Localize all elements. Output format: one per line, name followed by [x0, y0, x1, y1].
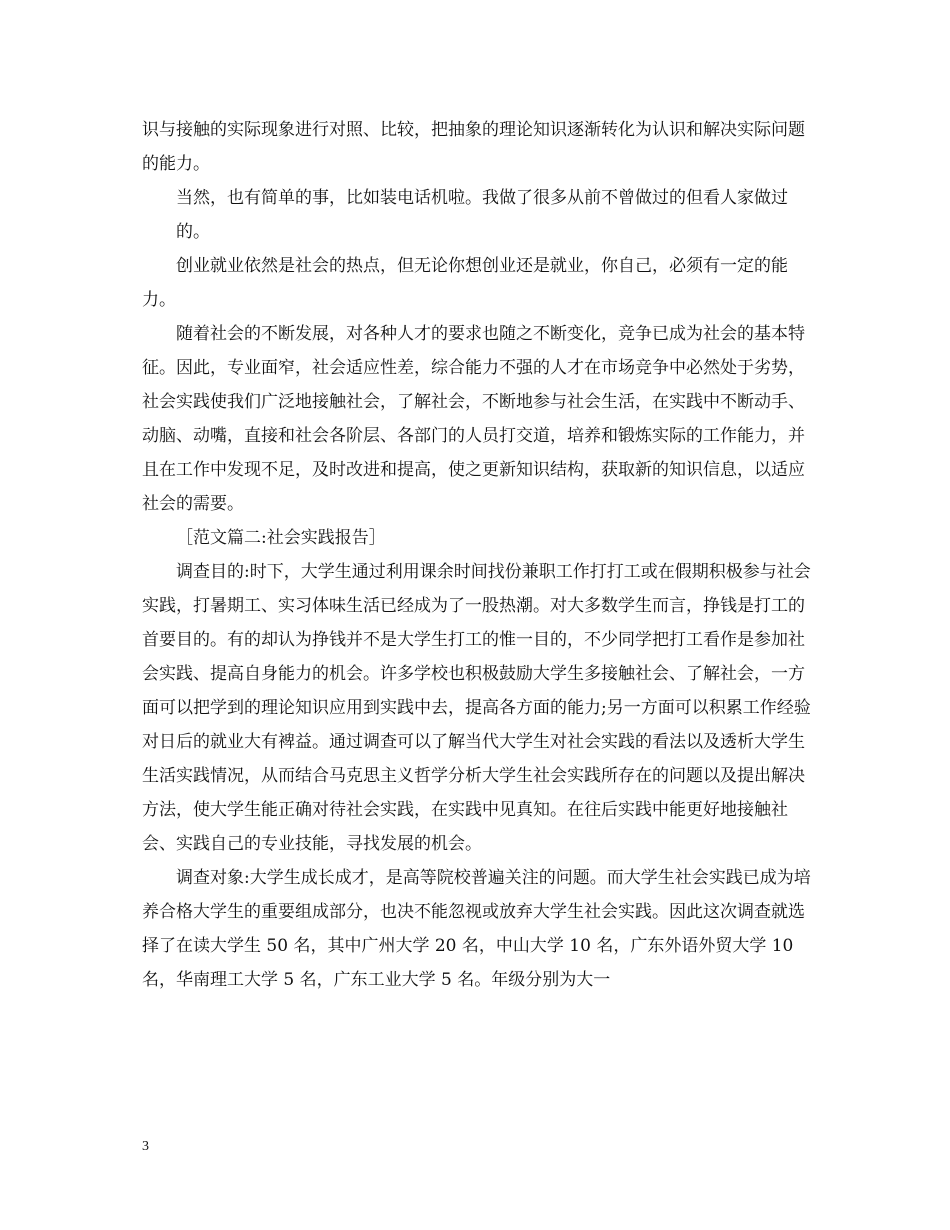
paragraph-phone-install: 当然，也有简单的事，比如装电话机啦。我做了很多从前不曾做过的但看人家做过: [176, 188, 788, 208]
paragraph-fragment: 的。: [176, 222, 210, 242]
document-body: [142, 113, 812, 997]
paragraph-survey-purpose: 调查目的:时下，大学生通过利用课余时间找份兼职工作打打工或在假期积极参与社会实践，打暑期工、实习体味生活已经成为了一股热潮。对大多数学生而言，挣钱是打工的首要目的。有的却认为挣钱并不是大学生打工的惟一目的，不少同学把打工看作是参加社会实践、提高自身能力的机会。许多学校也积极鼓励大学生多接触社会、了解社会，一方面可以把学到的理论知识应用到实践中去，提高各方面的能力;另一方面可以积累工作经验对日后的就业大有裨益。通过调查可以了解当代大学生对社会实践的看法以及透析大学生生活实践情况，从而结合马克思主义哲学分析大学生社会实践所存在的问题以及提出解决方法，使大学生能正确对待社会实践，在实践中见真知。在往后实践中能更好地接触社会、实践自己的专业技能，寻找发展的机会。: [142, 562, 811, 854]
paragraph-competition: 随着社会的不断发展，对各种人才的要求也随之不断变化，竞争已成为社会的基本特征。因此，专业面窄，社会适应性差，综合能力不强的人才在市场竞争中必然处于劣势，社会实践使我们广泛地接触社会，了解社会，不断地参与社会生活，在实践中不断动手、动脑、动嘴，直接和社会各阶层、各部门的人员打交道，培养和锻炼实际的工作能力，并且在工作中发现不足，及时改进和提高，使之更新知识结构，获取新的知识信息，以适应社会的需要。: [142, 324, 805, 514]
paragraph-survey-subjects: 调查对象:大学生成长成才，是高等院校普遍关注的问题。而大学生社会实践已成为培养合格大学生的重要组成部分，也决不能忽视或放弃大学生社会实践。因此这次调查就选择了在读大学生 50 名，其中广州大学 20 名，中山大学 10 名，广东外语外贸大学 10 名，华南理工大学 5 名，广东工业大学 5 名。年级分别为大一: [142, 868, 811, 990]
paragraph-employment: 创业就业依然是社会的热点，但无论你想创业还是就业，你自己，必须有一定的能力。: [142, 256, 788, 310]
paragraph-continued: 识与接触的实际现象进行对照、比较，把抽象的理论知识逐渐转化为认识和解决实际问题的能力。: [142, 120, 805, 174]
section-heading: ［范文篇二:社会实践报告］: [176, 528, 386, 548]
page-number: 3: [142, 1139, 149, 1154]
